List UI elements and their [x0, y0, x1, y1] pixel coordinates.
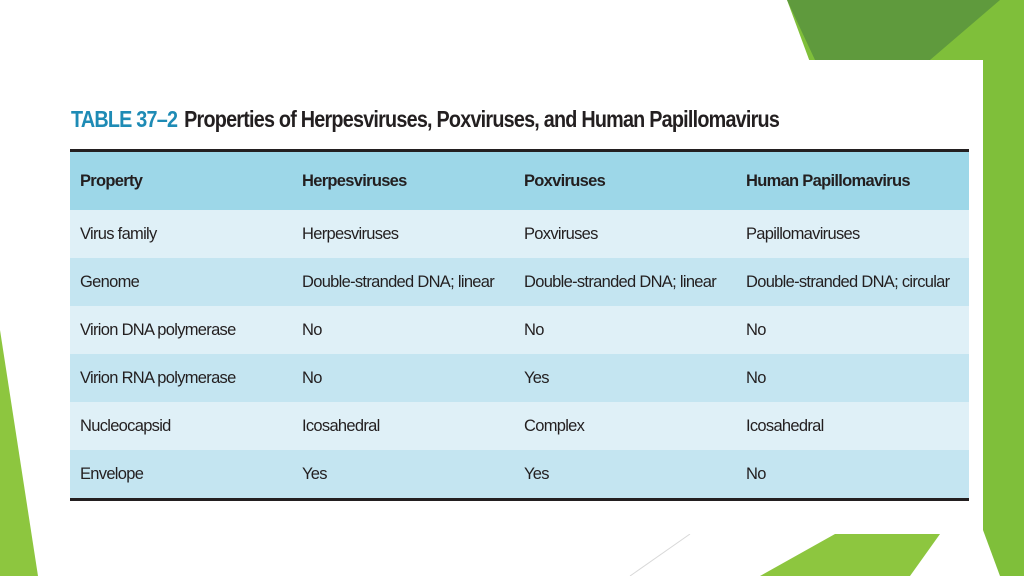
table-header-row — [70, 151, 969, 211]
table-cell: Icosahedral — [292, 402, 514, 450]
table-cell: Herpesviruses — [292, 210, 514, 258]
table-row — [70, 402, 969, 450]
table-cell: No — [292, 306, 514, 354]
table-panel — [56, 60, 983, 534]
table-cell: Yes — [292, 450, 514, 500]
table-cell: Complex — [514, 402, 736, 450]
table-cell: Virion RNA polymerase — [70, 354, 292, 402]
table-cell: No — [514, 306, 736, 354]
table-caption — [71, 104, 779, 134]
column-header-poxviruses: Poxviruses — [514, 151, 736, 211]
table-cell: No — [736, 306, 969, 354]
table-cell: No — [736, 450, 969, 500]
table-cell: Genome — [70, 258, 292, 306]
table-cell: Virion DNA polymerase — [70, 306, 292, 354]
table-row — [70, 210, 969, 258]
properties-table — [70, 149, 969, 501]
table-cell: Poxviruses — [514, 210, 736, 258]
table-cell: No — [292, 354, 514, 402]
table-cell: Icosahedral — [736, 402, 969, 450]
table-cell: Double-stranded DNA; circular — [736, 258, 969, 306]
column-header-property: Property — [70, 151, 292, 211]
table-cell: Double-stranded DNA; linear — [292, 258, 514, 306]
table-cell: Nucleocapsid — [70, 402, 292, 450]
thin-divider-line-bottom — [630, 534, 690, 576]
table-cell: Virus family — [70, 210, 292, 258]
bottom-left-green-shape — [0, 330, 38, 576]
table-cell: Yes — [514, 450, 736, 500]
table-row — [70, 450, 969, 500]
table-cell: Double-stranded DNA; linear — [514, 258, 736, 306]
column-header-herpesviruses: Herpesviruses — [292, 151, 514, 211]
table-cell: Papillomaviruses — [736, 210, 969, 258]
table-row — [70, 258, 969, 306]
table-cell: Envelope — [70, 450, 292, 500]
column-header-human-papillomavirus: Human Papillomavirus — [736, 151, 969, 211]
bottom-right-green-shape — [760, 534, 940, 576]
table-row — [70, 354, 969, 402]
table-row — [70, 306, 969, 354]
table-number: TABLE 37–2 — [71, 106, 178, 132]
table-title: Properties of Herpesviruses, Poxviruses, and Human Papillomavirus — [184, 106, 780, 132]
table-cell: Yes — [514, 354, 736, 402]
table-cell: No — [736, 354, 969, 402]
